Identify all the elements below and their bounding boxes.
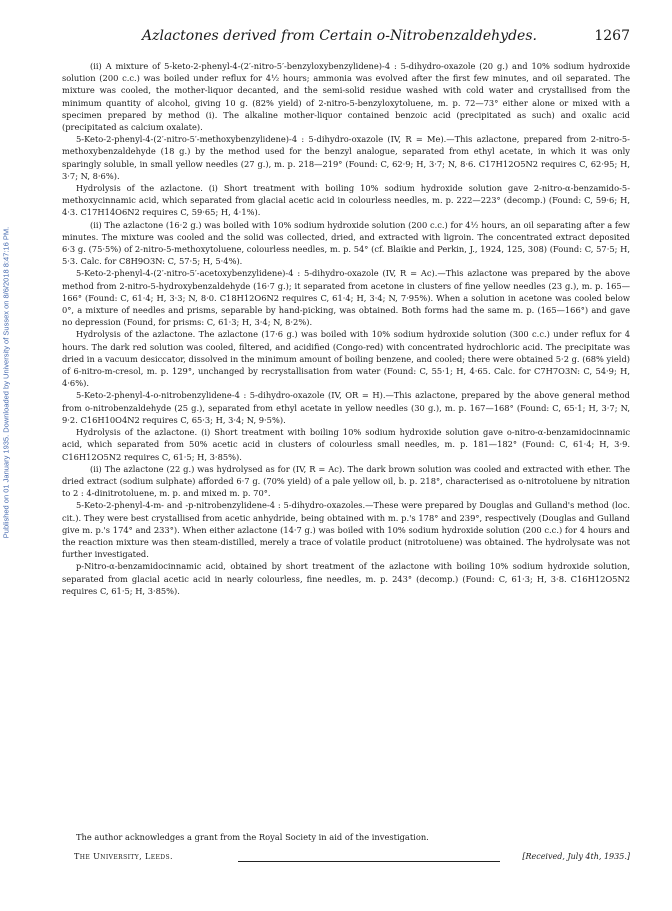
paragraph: p-Nitro-α-benzamidocinnamic acid, obtained by short treatment of the azlactone with boiling 10% sodium hydroxide solution, separated from glacial acetic acid in nearly colourless, fine needles, m. p. 243° (decomp.) (Found: C, 61·3; H, 3·8. C16H12O5N2 requires C, 61·5; H, 3·85%). [62,561,630,596]
running-title: Azlactones derived from Certain o-Nitrobenzaldehydes. [142,28,537,44]
paragraph: (ii) The azlactone (22 g.) was hydrolysed as for (IV, R = Ac). The dark brown solution was cooled and extracted with ether. The dried extract (sodium sulphate) afforded 6·7 g. (70% yield) of a pale yellow oil, b. p. 218°, characterised as o-nitrotoluene by nitration to 2 : 4-dinitrotoluene, m. p. and mixed m. p. 70°. [62,463,630,499]
paragraph: Hydrolysis of the azlactone. (i) Short treatment with boiling 10% sodium hydroxide solution gave 2-nitro-α-benzamido-5-methoxycinnamic acid, which separated from glacial acetic acid in colourless needles, m. p. 222—223° (decomp.) (Found: C, 59·6; H, 4·3. C17H14O6N2 requires C, 59·65; H, 4·1%). [62,183,630,218]
paragraph: (ii) A mixture of 5-keto-2-phenyl-4-(2′-nitro-5′-benzyloxybenzylidene)-4 : 5-dihydro-oxazole (20 g.) and 10% sodium hydroxide solution (200 c.c.) was boiled under reflux for 4½ hours; ammonia was evolved after the first few minutes, and oil separated. The mixture was cooled, the mother-liquor decanted, and the semi-solid residue washed with cold water and crystallised from the minimum quantity of alcohol, giving 10 g. (82% yield) of 2-nitro-5-benzyloxytoluene, m. p. 72—73° either alone or mixed with a specimen prepared by method (i). The alkaline mother-liquor contained benzoic acid (precipitated as such) and oxalic acid (precipitated as calcium oxalate). [62,61,630,133]
paragraph: 5-Keto-2-phenyl-4-(2′-nitro-5′-acetoxybenzylidene)-4 : 5-dihydro-oxazole (IV, R = Ac).—This azlactone was prepared by the above method from 2-nitro-5-hydroxybenzaldehyde (16·7 g.); it separated from acetone in clusters of fine yellow needles (23 g.), m. p. 165—166° (Found: C, 61·4; H, 3·3; N, 8·0. C18H12O6N2 requires C, 61·4; H, 3·4; N, 7·95%). When a solution in acetone was cooled below 0°, a mixture of needles and prisms, separable by hand-picking, was obtained. Both forms had the same m. p. (165—166°) and gave no depression (Found, for prisms: C, 61·3; H, 3·4; N, 8·2%). [62,268,630,328]
page-number: 1267 [594,28,630,44]
paragraph: Hydrolysis of the azlactone. (i) Short treatment with boiling 10% sodium hydroxide solution gave o-nitro-α-benzamidocinnamic acid, which separated from 50% acetic acid in clusters of colourless small needles, m. p. 181—182° (Found: C, 61·4; H, 3·9. C16H12O5N2 requires C, 61·5; H, 3·85%). [62,427,630,462]
paragraph: 5-Keto-2-phenyl-4-o-nitrobenzylidene-4 : 5-dihydro-oxazole (IV, OR = H).—This azlactone, prepared by the above general method from o-nitrobenzaldehyde (25 g.), separated from ethyl acetate in yellow needles (30 g.), m. p. 167—168° (Found: C, 65·1; H, 3·7; N, 9·2. C16H10O4N2 requires C, 65·3; H, 3·4; N, 9·5%). [62,390,630,425]
acknowledgement: The author acknowledges a grant from the Royal Society in aid of the investigation. [76,832,429,843]
institution: The University, Leeds. [74,852,173,861]
received-date: [Received, July 4th, 1935.] [522,852,630,861]
paragraph: 5-Keto-2-phenyl-4-(2′-nitro-5′-methoxybenzylidene)-4 : 5-dihydro-oxazole (IV, R = Me).—This azlactone, prepared from 2-nitro-5-methoxybenzaldehyde (18 g.) by the method used for the benzyl analogue, separated from ethyl acetate, in which it was only sparingly soluble, in small yellow needles (27 g.), m. p. 218—219° (Found: C, 62·9; H, 3·7; N, 8·6. C17H12O5N2 requires C, 62·95; H, 3·7; N, 8·6%). [62,134,630,181]
download-watermark-sidebar [0,150,12,630]
paragraph: Hydrolysis of the azlactone. The azlactone (17·6 g.) was boiled with 10% sodium hydroxide solution (300 c.c.) under reflux for 4 hours. The dark red solution was cooled, filtered, and acidified (Congo-red) with concentrated hydrochloric acid. The precipitate was dried in a vacuum desiccator, dissolved in the minimum amount of boiling benzene, and cooled; there were obtained 5·2 g. (68% yield) of 6-nitro-m-cresol, m. p. 129°, unchanged by recrystallisation from water (Found: C, 55·1; H, 4·65. Calc. for C7H7O3N: C, 54·9; H, 4·6%). [62,329,630,389]
article-body [62,60,630,597]
article-footer [62,852,630,866]
paragraph: 5-Keto-2-phenyl-4-m- and -p-nitrobenzylidene-4 : 5-dihydro-oxazoles.—These were prepared by Douglas and Gulland's method (loc. cit.). They were best crystallised from acetic anhydride, being obtained with m. p.'s 178° and 239°, respectively (Douglas and Gulland give m. p.'s 174° and 233°). When either azlactone (14·7 g.) was boiled with 10% sodium hydroxide solution (200 c.c.) for 4 hours and the reaction mixture was then steam-distilled, merely a trace of volatile product (nitrotoluene) was obtained. The hydrolysate was not further investigated. [62,500,630,560]
paragraph: (ii) The azlactone (16·2 g.) was boiled with 10% sodium hydroxide solution (200 c.c.) for 4½ hours, an oil separating after a few minutes. The mixture was cooled and the solid was collected, dried, and extracted with ligroin. The concentrated extract deposited 6·3 g. (75·5%) of 2-nitro-5-methoxytoluene, colourless needles, m. p. 54° (cf. Blaikie and Perkin, J., 1924, 125, 308) (Found: C, 57·5; H, 5·3. Calc. for C8H9O3N: C, 57·5; H, 5·4%). [62,219,630,267]
footer-rule [238,861,500,862]
running-header [62,28,630,48]
download-watermark-text: Published on 01 January 1935. Downloaded by University of Sussex on 8/6/2018 8:47:16 PM. [1,226,11,539]
